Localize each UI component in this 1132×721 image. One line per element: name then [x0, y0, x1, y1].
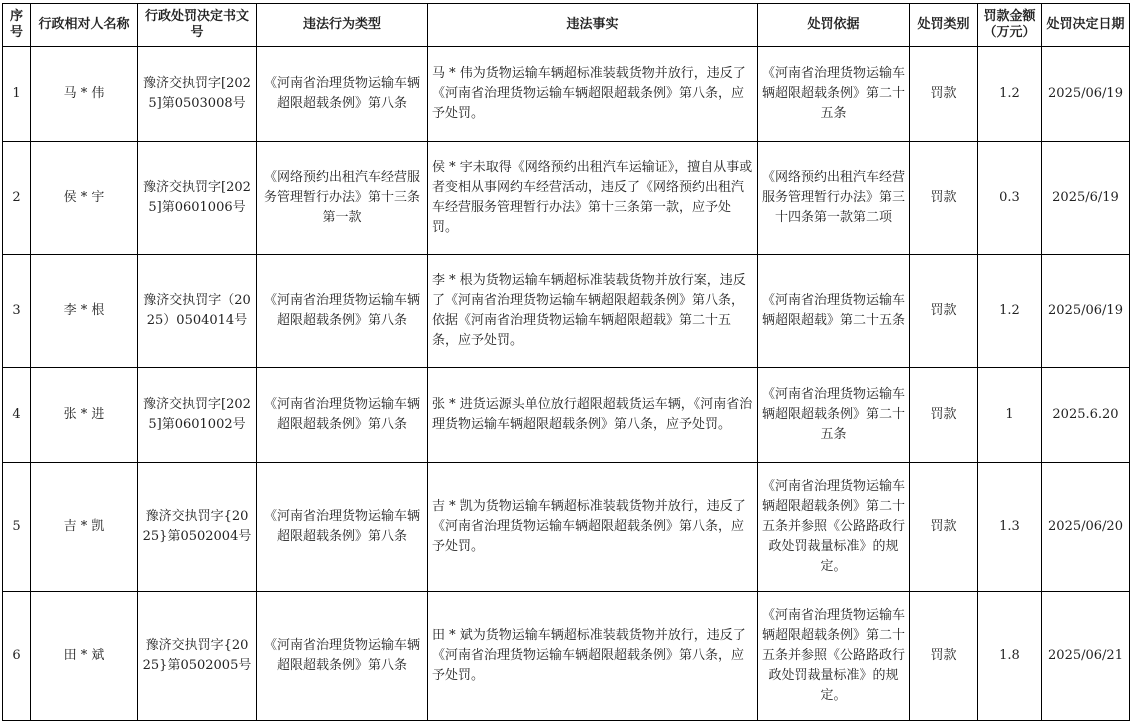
cell-name: 马 * 伟 — [31, 47, 138, 142]
cell-basis: 《河南省治理货物运输车辆超限超载》第二十五条 — [758, 255, 910, 368]
cell-date: 2025/06/19 — [1042, 255, 1130, 368]
col-header-fact: 违法事实 — [428, 4, 758, 47]
cell-date: 2025/06/21 — [1042, 592, 1130, 721]
cell-amount: 1.2 — [978, 255, 1042, 368]
cell-doc: 豫济交执罚字[2025]第0601006号 — [138, 142, 257, 255]
cell-doc: 豫济交执罚字[2025]第0503008号 — [138, 47, 257, 142]
cell-fact: 马 * 伟为货物运输车辆超标准装载货物并放行，违反了《河南省治理货物运输车辆超限超载条例》第八条，应予处罚。 — [428, 47, 758, 142]
cell-fact: 张 * 进货运源头单位放行超限超载货运车辆，《河南省治理货物运输车辆超限超载条例》第八条，应予处罚。 — [428, 368, 758, 463]
col-header-date: 处罚决定日期 — [1042, 4, 1130, 47]
cell-category: 罚款 — [910, 142, 978, 255]
cell-amount: 1.2 — [978, 47, 1042, 142]
cell-category: 罚款 — [910, 463, 978, 592]
cell-name: 吉 * 凯 — [31, 463, 138, 592]
cell-amount: 1.8 — [978, 592, 1042, 721]
cell-no: 6 — [3, 592, 31, 721]
cell-fact: 吉 * 凯为货物运输车辆超标准装载货物并放行，违反了《河南省治理货物运输车辆超限超载条例》第八条，应予处罚。 — [428, 463, 758, 592]
table-row — [3, 463, 1130, 592]
col-header-amount: 罚款金额（万元） — [978, 4, 1042, 47]
cell-name: 张 * 进 — [31, 368, 138, 463]
cell-amount: 1.3 — [978, 463, 1042, 592]
cell-doc: 豫济交执罚字[2025]第0601002号 — [138, 368, 257, 463]
table-row — [3, 255, 1130, 368]
header-row — [3, 4, 1130, 47]
cell-date: 2025.6.20 — [1042, 368, 1130, 463]
col-header-no: 序号 — [3, 4, 31, 47]
table-row — [3, 368, 1130, 463]
cell-name: 侯 * 宇 — [31, 142, 138, 255]
table-row — [3, 47, 1130, 142]
cell-basis: 《河南省治理货物运输车辆超限超载条例》第二十五条 — [758, 47, 910, 142]
cell-name: 李 * 根 — [31, 255, 138, 368]
cell-no: 4 — [3, 368, 31, 463]
table-row — [3, 592, 1130, 721]
cell-type: 《河南省治理货物运输车辆超限超载条例》第八条 — [257, 463, 428, 592]
cell-amount: 1 — [978, 368, 1042, 463]
cell-no: 5 — [3, 463, 31, 592]
cell-type: 《网络预约出租汽车经营服务管理暂行办法》第十三条第一款 — [257, 142, 428, 255]
cell-doc: 豫济交执罚字{2025}第0502005号 — [138, 592, 257, 721]
cell-doc: 豫济交执罚字（2025）0504014号 — [138, 255, 257, 368]
cell-category: 罚款 — [910, 592, 978, 721]
cell-no: 1 — [3, 47, 31, 142]
cell-date: 2025/06/19 — [1042, 47, 1130, 142]
cell-category: 罚款 — [910, 47, 978, 142]
penalty-table — [2, 3, 1130, 721]
cell-date: 2025/6/19 — [1042, 142, 1130, 255]
cell-category: 罚款 — [910, 255, 978, 368]
col-header-type: 违法行为类型 — [257, 4, 428, 47]
col-header-name: 行政相对人名称 — [31, 4, 138, 47]
cell-amount: 0.3 — [978, 142, 1042, 255]
cell-name: 田 * 斌 — [31, 592, 138, 721]
cell-type: 《河南省治理货物运输车辆超限超载条例》第八条 — [257, 47, 428, 142]
cell-type: 《河南省治理货物运输车辆超限超载条例》第八条 — [257, 255, 428, 368]
col-header-category: 处罚类别 — [910, 4, 978, 47]
cell-date: 2025/06/20 — [1042, 463, 1130, 592]
cell-fact: 田 * 斌为货物运输车辆超标准装载货物并放行，违反了《河南省治理货物运输车辆超限超载条例》第八条，应予处罚。 — [428, 592, 758, 721]
cell-basis: 《网络预约出租汽车经营服务管理暂行办法》第三十四条第一款第二项 — [758, 142, 910, 255]
cell-doc: 豫济交执罚字{2025}第0502004号 — [138, 463, 257, 592]
col-header-doc: 行政处罚决定书文号 — [138, 4, 257, 47]
col-header-basis: 处罚依据 — [758, 4, 910, 47]
cell-basis: 《河南省治理货物运输车辆超限超载条例》第二十五条并参照《公路路政行政处罚裁量标准》的规定。 — [758, 463, 910, 592]
cell-fact: 侯 * 宇未取得《网络预约出租汽车运输证》，擅自从事或者变相从事网约车经营活动，违反了《网络预约出租汽车经营服务管理暂行办法》第十三条第一款，应予处罚。 — [428, 142, 758, 255]
cell-category: 罚款 — [910, 368, 978, 463]
cell-no: 2 — [3, 142, 31, 255]
cell-type: 《河南省治理货物运输车辆超限超载条例》第八条 — [257, 592, 428, 721]
table-row — [3, 142, 1130, 255]
cell-basis: 《河南省治理货物运输车辆超限超载条例》第二十五条并参照《公路路政行政处罚裁量标准》的规定。 — [758, 592, 910, 721]
cell-no: 3 — [3, 255, 31, 368]
cell-type: 《河南省治理货物运输车辆超限超载条例》第八条 — [257, 368, 428, 463]
cell-basis: 《河南省治理货物运输车辆超限超载条例》第二十五条 — [758, 368, 910, 463]
cell-fact: 李 * 根为货物运输车辆超标准装载货物并放行案，违反了《河南省治理货物运输车辆超限超载条例》第八条，依据《河南省治理货物运输车辆超限超载》第二十五条，应予处罚。 — [428, 255, 758, 368]
